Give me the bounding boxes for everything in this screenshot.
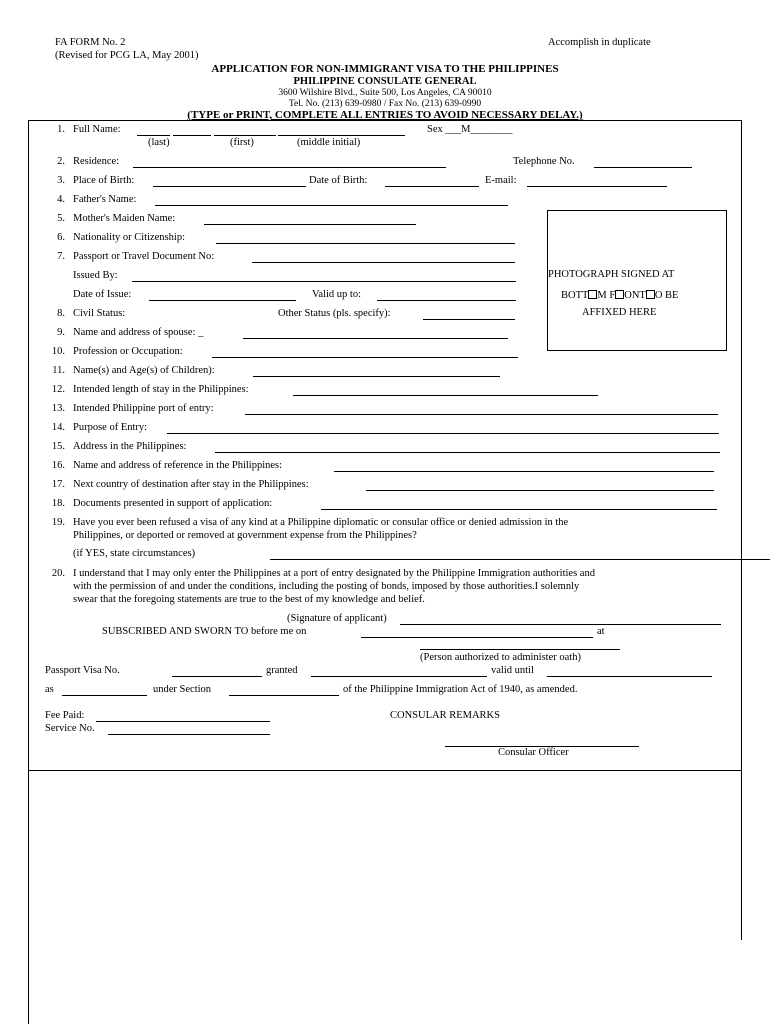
item-number: 3. (57, 175, 65, 186)
valid-up-to-input[interactable] (377, 289, 516, 302)
subscribed-date-line[interactable] (361, 637, 593, 638)
purpose-label: Purpose of Entry: (73, 422, 148, 433)
item-number: 6. (57, 232, 65, 243)
granted-label: granted (266, 665, 298, 676)
length-of-stay-label: Intended length of stay in the Philippines: (73, 384, 249, 395)
valid-up-to-label: Valid up to: (312, 289, 361, 300)
oath-line2: with the permission of and under the conditions, including the posting of bonds, imposed by those authorities.I solemnly (73, 581, 580, 592)
children-input[interactable] (253, 365, 500, 378)
form-title: APPLICATION FOR NON-IMMIGRANT VISA TO THE PHILIPPINES (211, 63, 559, 75)
telephone-label: Telephone No. (513, 156, 575, 167)
item-number: 4. (57, 194, 65, 205)
address-ph-input[interactable] (215, 441, 720, 454)
passport-label: Passport or Travel Document No: (73, 251, 215, 262)
profession-input[interactable] (212, 346, 518, 359)
email-label: E-mail: (485, 175, 517, 186)
full-name-input[interactable] (137, 124, 405, 137)
telephone-input[interactable] (594, 156, 692, 169)
form-instruction: (TYPE or PRINT, COMPLETE ALL ENTRIES TO AVOID NECESSARY DELAY.) (187, 109, 583, 121)
under-section-line[interactable] (229, 695, 339, 696)
next-country-input[interactable] (366, 479, 714, 492)
date-of-issue-input[interactable] (149, 289, 296, 302)
port-of-entry-input[interactable] (245, 403, 718, 416)
granted-line[interactable] (311, 676, 487, 677)
residence-input[interactable] (133, 156, 446, 169)
consulate-name: PHILIPPINE CONSULATE GENERAL (293, 76, 477, 87)
item-number: 12. (51, 384, 65, 395)
purpose-input[interactable] (167, 422, 719, 435)
photo-text-d: O BE (654, 290, 679, 301)
address-ph-label: Address in the Philippines: (73, 441, 187, 452)
authorized-person-label: (Person authorized to administer oath) (420, 652, 581, 663)
service-no-label: Service No. (45, 723, 95, 734)
reference-input[interactable] (334, 460, 714, 473)
item-number: 10. (51, 346, 65, 357)
spouse-input[interactable] (243, 327, 508, 340)
photo-text-b: M F (597, 290, 616, 301)
item-number: 1. (57, 124, 65, 135)
fee-paid-label: Fee Paid: (45, 710, 85, 721)
date-of-issue-label: Date of Issue: (73, 289, 132, 300)
length-of-stay-input[interactable] (293, 384, 598, 397)
frame-left-border (28, 120, 29, 770)
date-of-birth-label: Date of Birth: (309, 175, 368, 186)
item-number: 9. (57, 327, 65, 338)
item-number: 15. (51, 441, 65, 452)
other-status-label: Other Status (pls. specify): (278, 308, 391, 319)
date-of-birth-input[interactable] (385, 175, 479, 188)
mother-name-label: Mother's Maiden Name: (73, 213, 176, 224)
first-name-caption: (first) (230, 137, 254, 148)
signature-line[interactable] (400, 624, 721, 625)
item-number: 20. (51, 568, 65, 579)
middle-initial-caption: (middle initial) (297, 137, 361, 148)
under-section-label: under Section (153, 684, 212, 695)
port-of-entry-label: Intended Philippine port of entry: (73, 403, 214, 414)
item-number: 19. (51, 517, 65, 528)
revision-note: (Revised for PCG LA, May 2001) (55, 50, 199, 61)
photo-instruction-line3: AFFIXED HERE (582, 307, 657, 318)
if-yes-label: (if YES, state circumstances) (73, 548, 196, 559)
place-of-birth-input[interactable] (153, 175, 306, 188)
oath-line1: I understand that I may only enter the Philippines at a port of entry designated by the Philippine Immigration authorities and (73, 568, 595, 579)
glyph-box-icon (646, 290, 655, 299)
accomplish-note: Accomplish in duplicate (548, 37, 651, 48)
consular-officer-label: Consular Officer (498, 747, 569, 758)
subscribed-label: SUBSCRIBED AND SWORN TO before me on (102, 626, 307, 637)
item-number: 14. (51, 422, 65, 433)
civil-status-input[interactable] (140, 308, 270, 321)
oath-line3: swear that the foregoing statements are true to the best of my knowledge and belief. (73, 594, 425, 605)
item-number: 8. (57, 308, 65, 319)
reference-label: Name and address of reference in the Philippines: (73, 460, 283, 471)
documents-input[interactable] (321, 498, 717, 511)
father-name-label: Father's Name: (73, 194, 137, 205)
consulate-phone: Tel. No. (213) 639-0980 / Fax No. (213) 639-0990 (288, 99, 482, 109)
photo-instruction-line2 (561, 290, 678, 302)
item-number: 17. (51, 479, 65, 490)
signature-label: (Signature of applicant) (287, 613, 387, 624)
children-label: Name(s) and Age(s) of Children): (73, 365, 215, 376)
email-input[interactable] (527, 175, 667, 188)
if-yes-input[interactable] (270, 548, 740, 561)
authorized-person-line[interactable] (420, 649, 620, 650)
photo-text-a: BOTT (561, 290, 589, 301)
nationality-label: Nationality or Citizenship: (73, 232, 185, 243)
place-of-birth-label: Place of Birth: (73, 175, 135, 186)
refused-question-line2: Philippines, or deported or removed at government expense from the Philippines? (73, 530, 417, 541)
as-line[interactable] (62, 695, 147, 696)
civil-status-label: Civil Status: (73, 308, 126, 319)
full-name-label: Full Name: (73, 124, 121, 135)
next-country-label: Next country of destination after stay in the Philippines: (73, 479, 309, 490)
at-label: at (597, 626, 605, 637)
photo-instruction-line1: PHOTOGRAPH SIGNED AT (548, 269, 675, 280)
service-no-line[interactable] (108, 734, 270, 735)
refused-question-line1: Have you ever been refused a visa of any kind at a Philippine diplomatic or consular office or denied admission in the (73, 517, 569, 528)
item-number: 18. (51, 498, 65, 509)
photo-box (547, 210, 727, 351)
glyph-box-icon (615, 290, 624, 299)
spouse-label: Name and address of spouse: _ (73, 327, 204, 338)
item-number: 11. (52, 365, 65, 376)
other-status-input[interactable] (423, 308, 515, 321)
immigration-act-text: of the Philippine Immigration Act of 1940, as amended. (343, 684, 578, 695)
mother-name-input[interactable] (204, 213, 416, 226)
passport-visa-line[interactable] (172, 676, 262, 677)
form-number: FA FORM No. 2 (55, 37, 126, 48)
consular-remarks-label: CONSULAR REMARKS (390, 710, 500, 721)
frame-separator (28, 770, 742, 771)
father-name-input[interactable] (155, 194, 508, 207)
valid-until-line[interactable] (547, 676, 712, 677)
documents-label: Documents presented in support of application: (73, 498, 273, 509)
profession-label: Profession or Occupation: (73, 346, 183, 357)
consulate-address: 3600 Wilshire Blvd., Suite 500, Los Angeles, CA 90010 (278, 88, 492, 98)
issued-by-input[interactable] (132, 270, 516, 283)
item-number: 16. (51, 460, 65, 471)
last-name-caption: (last) (148, 137, 170, 148)
nationality-input[interactable] (216, 232, 515, 245)
sex-field[interactable]: Sex ___M________ (427, 124, 513, 135)
frame-left-border-lower (28, 770, 29, 1024)
item-number: 13. (51, 403, 65, 414)
issued-by-label: Issued By: (73, 270, 118, 281)
item-number: 2. (57, 156, 65, 167)
passport-visa-label: Passport Visa No. (45, 665, 120, 676)
as-label: as (45, 684, 54, 695)
frame-top-border (28, 120, 742, 121)
frame-right-border (741, 120, 742, 940)
passport-input[interactable] (252, 251, 515, 264)
item-number: 7. (57, 251, 65, 262)
residence-label: Residence: (73, 156, 120, 167)
item-number: 5. (57, 213, 65, 224)
valid-until-label: valid until (491, 665, 534, 676)
photo-text-c: ONT (624, 290, 646, 301)
fee-paid-line[interactable] (96, 721, 270, 722)
